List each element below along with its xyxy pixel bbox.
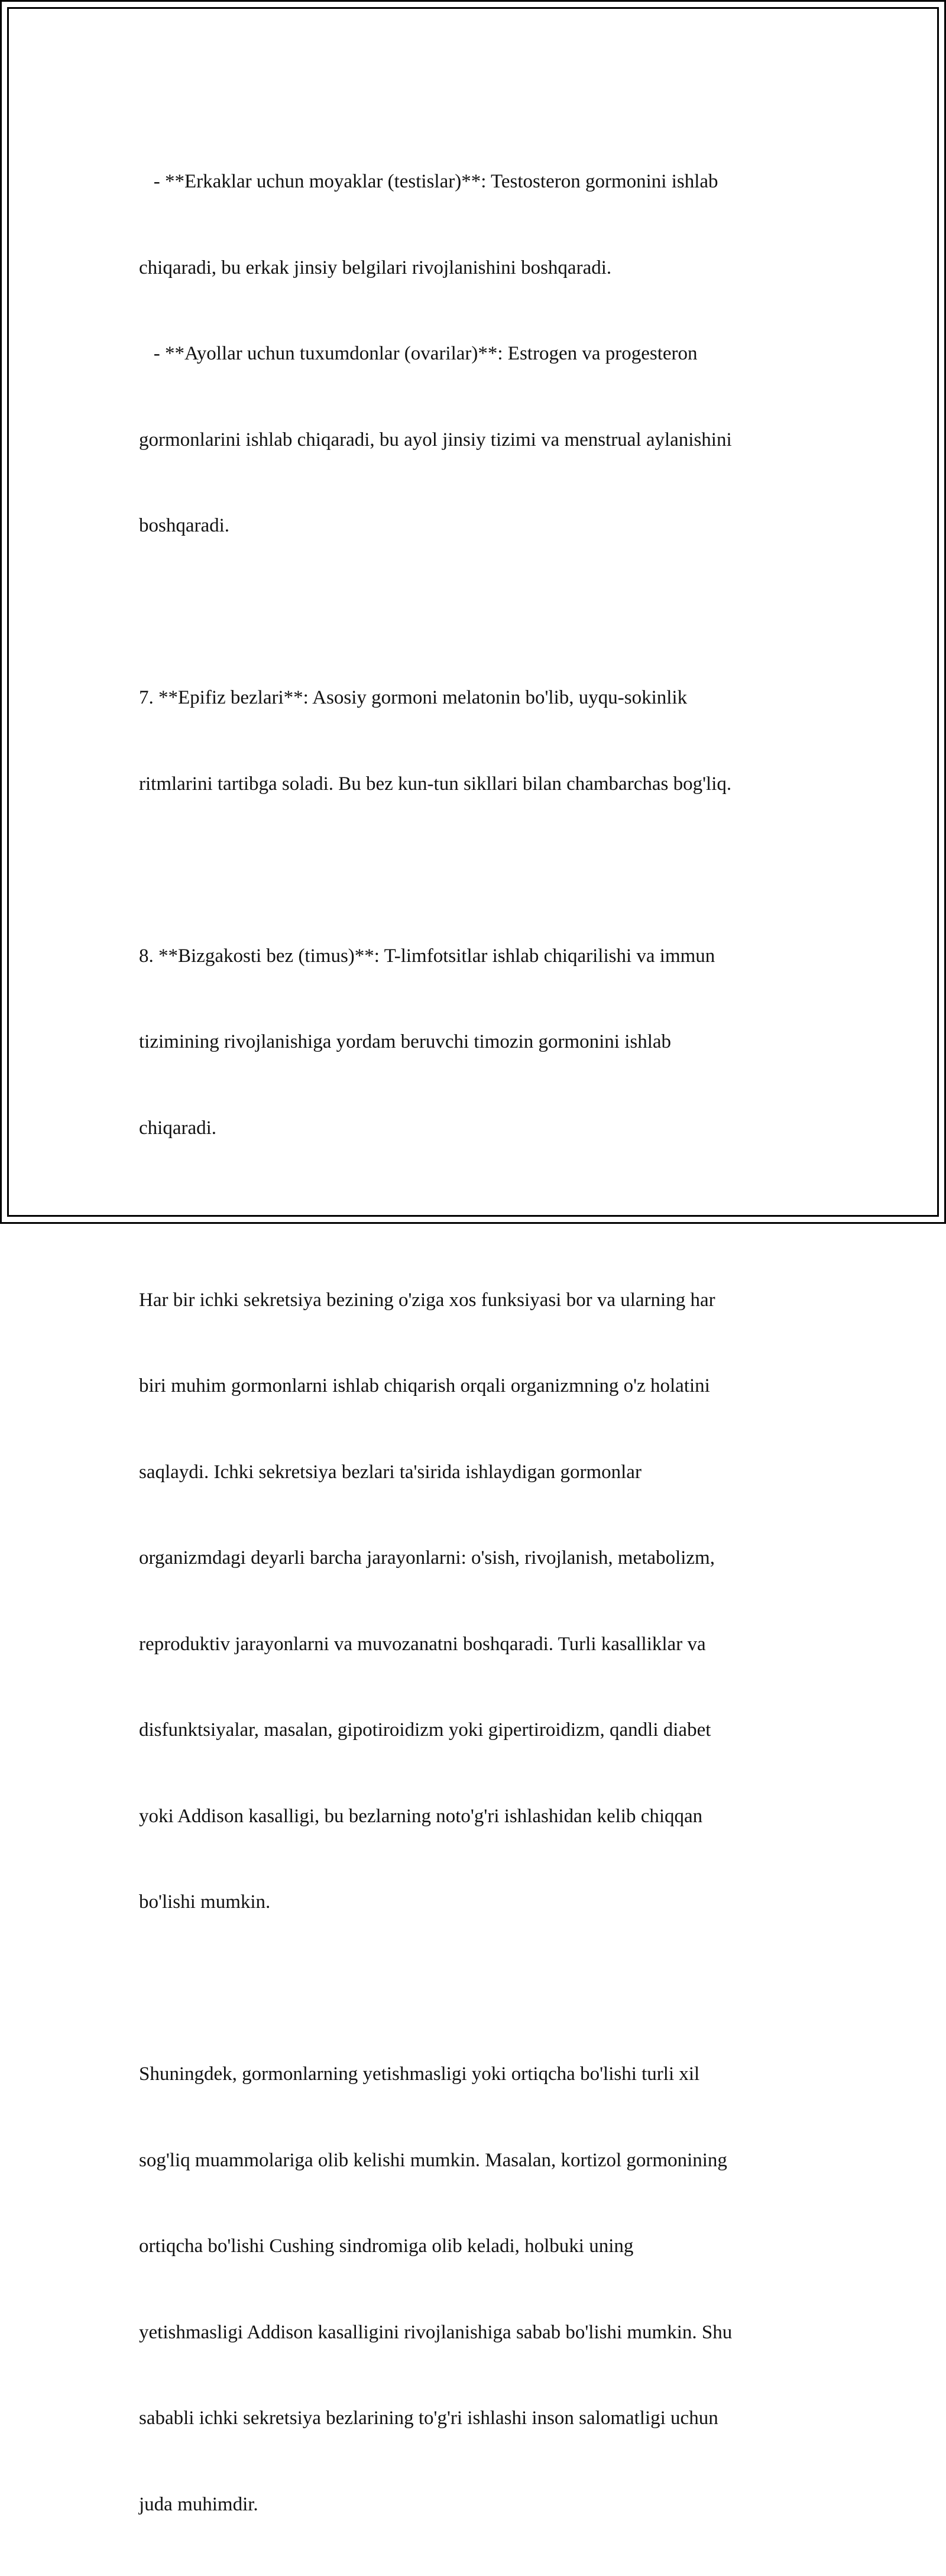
text-line: yetishmasligi Addison kasalligini rivojlanishiga sabab bo'lishi mumkin. Shu [139, 2321, 733, 2343]
text-line: 8. **Bizgakosti bez (timus)**: T-limfotsitlar ishlab chiqarilishi va immun [139, 945, 715, 967]
document-body [139, 110, 810, 2576]
text-line: juda muhimdir. [139, 2493, 258, 2515]
text-line: sababli ichki sekretsiya bezlarining to'g'ri ishlashi inson salomatligi uchun [139, 2407, 718, 2429]
paragraph-summary [139, 1229, 810, 1974]
text-line: reproduktiv jarayonlarni va muvozanatni boshqaradi. Turli kasalliklar va [139, 1633, 706, 1655]
text-line: Shuningdek, gormonlarning yetishmasligi yoki ortiqcha bo'lishi turli xil [139, 2063, 700, 2085]
text-line: saqlaydi. Ichki sekretsiya bezlari ta'sirida ishlaydigan gormonlar [139, 1461, 642, 1483]
text-line: - **Ayollar uchun tuxumdonlar (ovarilar)**: Estrogen va progesteron [139, 343, 698, 364]
text-line: Har bir ichki sekretsiya bezining o'ziga xos funksiyasi bor va ularning har [139, 1289, 715, 1311]
text-line: 7. **Epifiz bezlari**: Asosiy gormoni melatonin bo'lib, uyqu-sokinlik [139, 687, 688, 708]
text-line: boshqaradi. [139, 515, 230, 536]
text-line: chiqaradi, bu erkak jinsiy belgilari rivojlanishini boshqaradi. [139, 257, 612, 278]
paragraph-hormone-imbalance [139, 2003, 810, 2576]
text-line: biri muhim gormonlarni ishlab chiqarish orqali organizmning o'z holatini [139, 1375, 710, 1396]
paragraph-thymus [139, 884, 810, 1200]
text-line: bo'lishi mumkin. [139, 1891, 271, 1913]
text-line: chiqaradi. [139, 1117, 217, 1139]
text-line: tizimining rivojlanishiga yordam beruvchi timozin gormonini ishlab [139, 1031, 672, 1052]
text-line: - **Erkaklar uchun moyaklar (testislar)**: Testosteron gormonini ishlab [139, 171, 718, 192]
paragraph-epiphysis [139, 626, 810, 856]
text-line: ortiqcha bo'lishi Cushing sindromiga olib keladi, holbuki uning [139, 2235, 634, 2257]
text-line: disfunktsiyalar, masalan, gipotiroidizm yoki gipertiroidizm, qandli diabet [139, 1719, 711, 1741]
text-line: ritmlarini tartibga soladi. Bu bez kun-tun sikllari bilan chambarchas bog'liq. [139, 773, 732, 795]
text-line: gormonlarini ishlab chiqaradi, bu ayol jinsiy tizimi va menstrual aylanishini [139, 429, 732, 451]
text-line: organizmdagi deyarli barcha jarayonlarni: o'sish, rivojlanish, metabolizm, [139, 1547, 715, 1569]
text-line: sog'liq muammolariga olib kelishi mumkin. Masalan, kortizol gormonining [139, 2149, 727, 2171]
text-line: yoki Addison kasalligi, bu bezlarning noto'g'ri ishlashidan kelib chiqqan [139, 1805, 703, 1827]
paragraph-gonads [139, 110, 810, 598]
